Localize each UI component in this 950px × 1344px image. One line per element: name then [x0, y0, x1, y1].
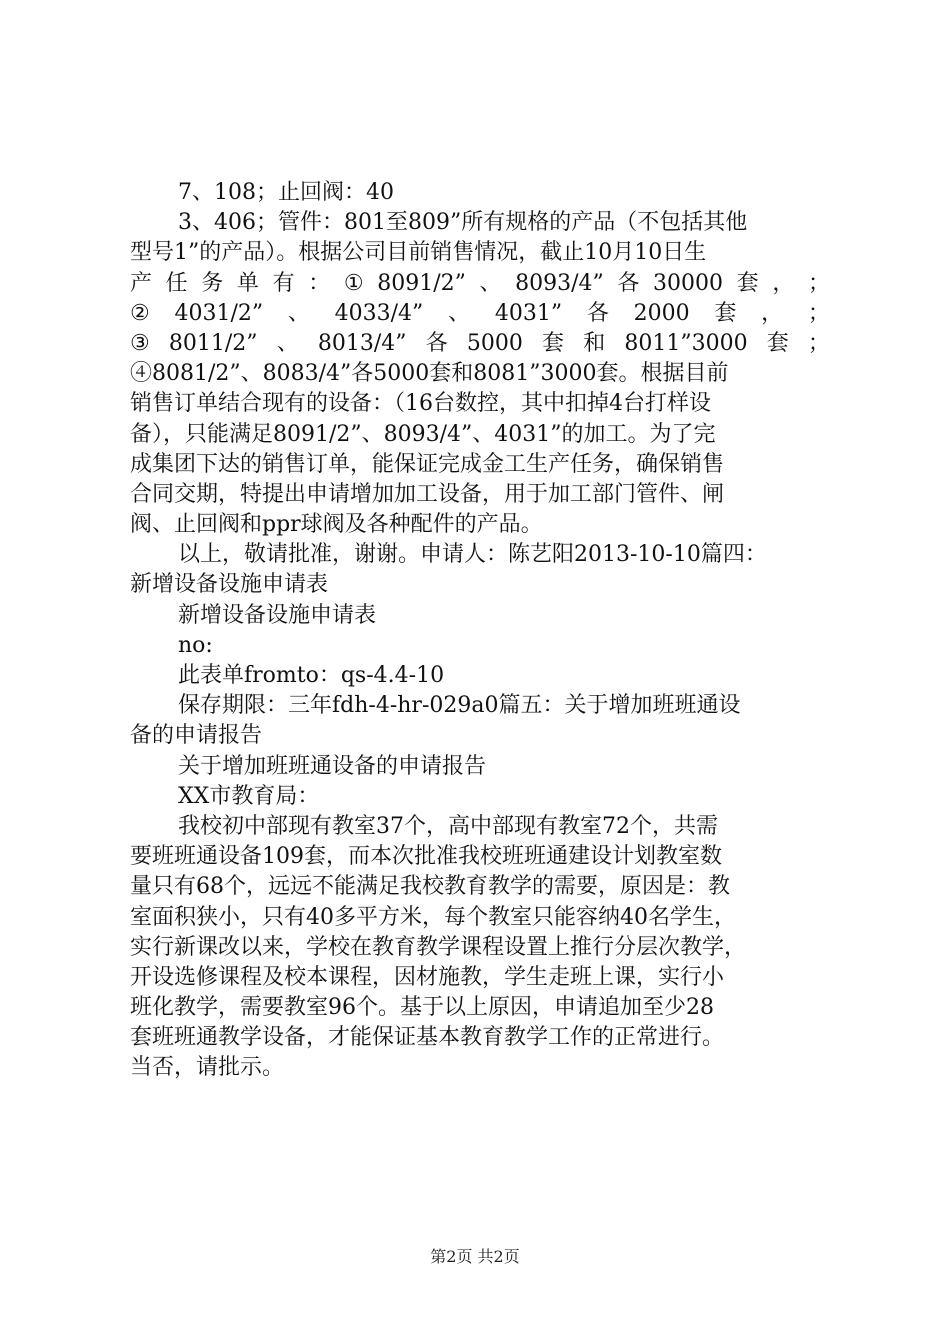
justified-line — [130, 269, 830, 299]
text-line: 室面积狭小，只有40多平方米，每个教室只能容纳40名学生， — [130, 904, 736, 930]
text-token: 套 — [736, 270, 759, 296]
page-footer: 第2页 共2页 — [430, 1247, 520, 1266]
text-token: 4031/2” — [174, 300, 264, 326]
text-token: 套 — [542, 330, 565, 356]
text-line: 当否，请批示。 — [130, 1055, 285, 1081]
text-line: 销售订单结合现有的设备：（16台数控，其中扣掉4台打样设 — [130, 391, 711, 417]
text-token: 8011”3000 — [624, 330, 748, 356]
text-line: 开设选修课程及校本课程，因材施教，学生走班上课，实行小 — [130, 964, 725, 990]
text-line: 以上，敬请批准，谢谢。申请人：陈艺阳2013-10-10篇四： — [178, 542, 767, 568]
text-token: 8091/2” — [377, 270, 466, 296]
text-line: 我校初中部现有教室37个，高中部现有教室72个，共需 — [178, 813, 718, 839]
text-line: 3、406；管件：801至809”所有规格的产品（不包括其他 — [178, 210, 748, 236]
text-token: 30000 — [653, 270, 724, 296]
text-token: ； — [807, 300, 830, 326]
text-line: 新增设备设施申请表 — [130, 572, 329, 598]
text-token: 务 — [201, 270, 224, 296]
text-token: 2000 — [633, 300, 690, 326]
text-token: 4031” — [494, 300, 563, 326]
section-heading: 关于增加班班通设备的申请报告 — [178, 753, 487, 779]
text-token: 8011/2” — [168, 330, 258, 356]
text-token: ； — [807, 270, 830, 296]
text-token: 产 — [130, 270, 153, 296]
text-token: 4033/4” — [334, 300, 424, 326]
text-line: 实行新课改以来，学校在教育教学课程设置上推行分层次教学， — [130, 934, 747, 960]
text-line: 7、108；止回阀：40 — [178, 180, 394, 205]
text-line: 要班班通设备109套，而本次批准我校班班通建设计划教室数 — [130, 844, 722, 870]
text-token: 套 — [766, 330, 789, 356]
text-token: 、 — [479, 270, 502, 296]
text-line: 阀、止回阀和ppr球阀及各种配件的产品。 — [130, 512, 543, 538]
justified-line — [130, 329, 830, 359]
text-line: 量只有68个，远远不能满足我校教育教学的需要，原因是：教 — [130, 874, 730, 900]
text-token: 各 — [586, 300, 609, 326]
text-line: 班化教学，需要教室96个。基于以上原因，申请追加至少28 — [130, 995, 714, 1021]
text-token: 套 — [714, 300, 737, 326]
text-line: 保存期限：三年fdh-4-hr-029a0篇五：关于增加班班通设 — [178, 693, 741, 719]
text-line: 成集团下达的销售订单，能保证完成金工生产任务，确保销售 — [130, 451, 725, 477]
text-line: ④8081/2”、8083/4”各5000套和8081”3000套。根据目前 — [130, 361, 729, 387]
text-token: 、 — [276, 330, 299, 356]
text-line: 此表单fromto：qs-4.4-10 — [178, 663, 445, 688]
text-line: 备），只能满足8091/2”、8093/4”、4031”的加工。为了完 — [130, 421, 716, 447]
text-token: 5000 — [466, 330, 523, 356]
text-token: 和 — [583, 330, 606, 356]
text-token: ： — [308, 270, 331, 296]
text-token: 任 — [165, 270, 188, 296]
text-token: 有 — [272, 270, 295, 296]
text-line: 备的申请报告 — [130, 723, 263, 749]
justified-line — [130, 299, 830, 329]
form-number-label: no: — [178, 632, 213, 658]
text-token: 单 — [236, 270, 259, 296]
text-token: 、 — [287, 300, 310, 326]
text-token: ； — [807, 330, 830, 356]
text-token: 各 — [617, 270, 640, 296]
text-token: ， — [761, 300, 784, 326]
text-token: 8093/4” — [515, 270, 604, 296]
text-line: 套班班通教学设备，才能保证基本教育教学工作的正常进行。 — [130, 1025, 725, 1051]
text-token: ① — [343, 270, 364, 296]
text-token: ② — [130, 300, 150, 326]
text-line: 合同交期，特提出申请增加加工设备，用于加工部门管件、闸 — [130, 481, 725, 507]
text-token: ， — [772, 270, 795, 296]
text-token: 8013/4” — [317, 330, 407, 356]
document-body — [130, 178, 830, 1084]
addressee: XX市教育局： — [178, 783, 320, 809]
text-token: 、 — [448, 300, 471, 326]
text-token: 各 — [425, 330, 448, 356]
section-heading: 新增设备设施申请表 — [178, 602, 377, 628]
text-line: 型号1”的产品）。根据公司目前销售情况，截止10月10日生 — [130, 240, 707, 266]
text-token: ③ — [130, 330, 150, 356]
